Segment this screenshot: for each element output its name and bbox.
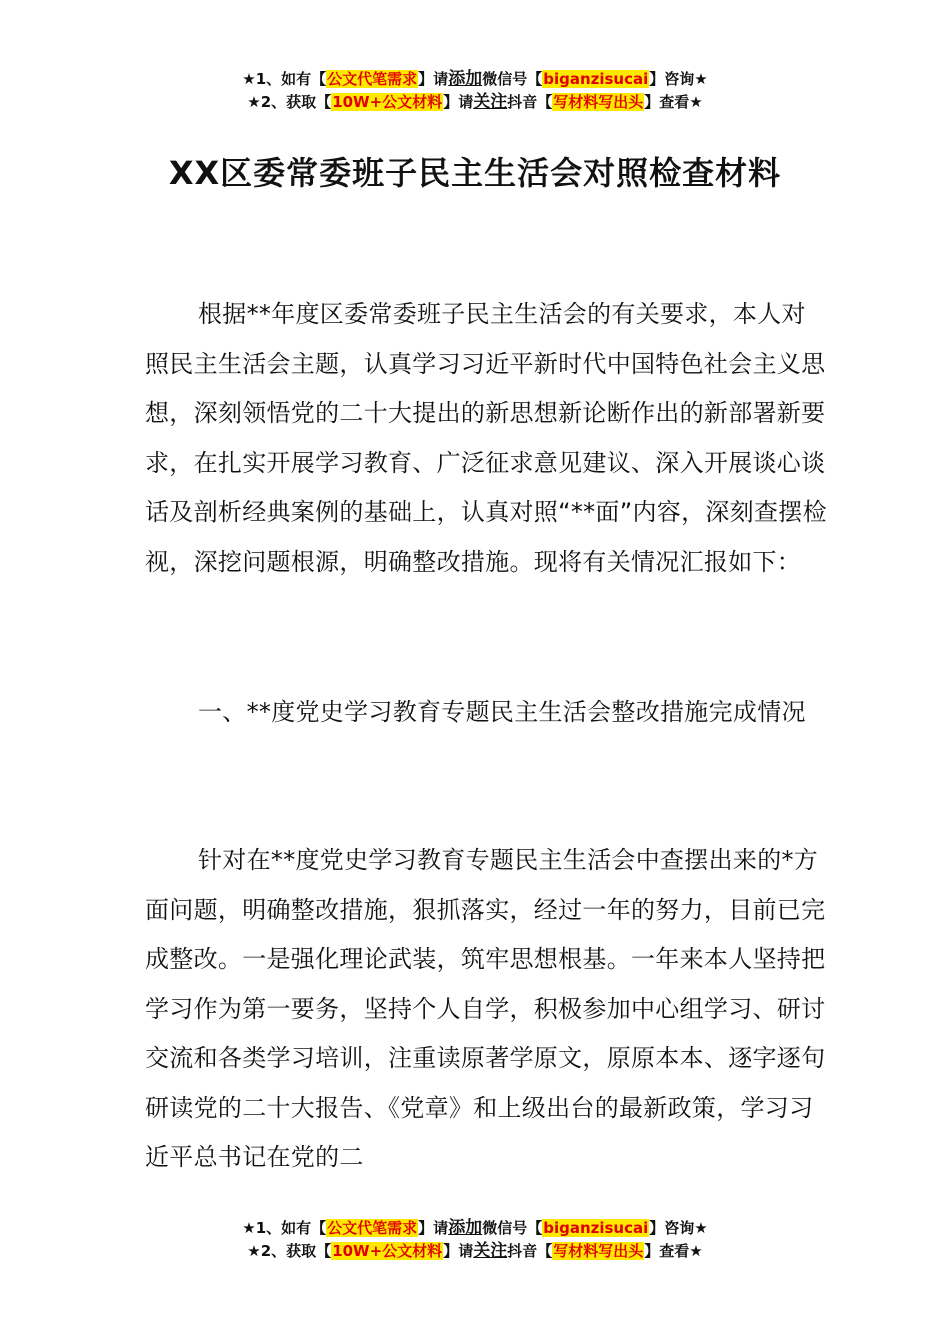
section-heading: 一、**度党史学习教育专题民主生活会整改措施完成情况: [198, 698, 806, 726]
star-icon: ★: [689, 93, 703, 111]
underlined-word: 关注: [473, 92, 508, 112]
star-icon: ★: [694, 1219, 708, 1237]
highlight-materials: 10W+公文材料: [332, 93, 443, 111]
document-title: XX区委常委班子民主生活会对照检查材料: [168, 154, 782, 192]
intro-paragraph: 根据**年度区委常委班子民主生活会的有关要求，本人对照民主生活会主题，认真学习习近平新时代中国特色社会主义思想，深刻领悟党的二十大提出的新思想新论断作出的新部署新要求，在扎实开展学习教育、广泛征求意见建议、深入开展谈心谈话及剖析经典案例的基础上，认真对照“**面”内容，深刻查摆检视，深挖问题根源，明确整改措施。现将有关情况汇报如下：: [145, 300, 827, 576]
banner-line-1: ★1、如有【公文代笔需求】请添加微信号【biganzisucai】咨询★: [242, 1218, 708, 1238]
star-icon: ★: [689, 1242, 703, 1260]
star-icon: ★: [242, 1219, 256, 1237]
star-icon: ★: [694, 70, 708, 88]
underlined-word: 关注: [473, 1241, 508, 1261]
banner-line-2: ★2、获取【10W+公文材料】请关注抖音【写材料写出头】查看★: [247, 1241, 703, 1261]
highlight-service: 公文代笔需求: [327, 1219, 418, 1237]
highlight-service: 公文代笔需求: [327, 70, 418, 88]
body-paragraph: 针对在**度党史学习教育专题民主生活会中查摆出来的*方面问题，明确整改措施，狠抓落实，经过一年的努力，目前已完成整改。一是强化理论武装，筑牢思想根基。一年来本人坚持把学习作为第一要务，坚持个人自学，积极参加中心组学习、研讨交流和各类学习培训，注重读原著学原文，原原本本、逐字逐句研读党的二十大报告、《党章》和上级出台的最新政策，学习习近平总书记在党的二: [145, 846, 826, 1171]
douyin-id: 写材料写出头: [553, 1242, 644, 1260]
underlined-word: 添加: [448, 1218, 483, 1238]
douyin-id: 写材料写出头: [553, 93, 644, 111]
highlight-materials: 10W+公文材料: [332, 1242, 443, 1260]
star-icon: ★: [247, 93, 261, 111]
star-icon: ★: [242, 70, 256, 88]
footer-banner: [0, 1217, 950, 1263]
banner-line-1: ★1、如有【公文代笔需求】请添加微信号【biganzisucai】咨询★: [242, 69, 708, 89]
wechat-id: biganzisucai: [543, 1219, 649, 1237]
star-icon: ★: [247, 1242, 261, 1260]
wechat-id: biganzisucai: [543, 70, 649, 88]
underlined-word: 添加: [448, 69, 483, 89]
header-banner: [0, 68, 950, 114]
banner-line-2: ★2、获取【10W+公文材料】请关注抖音【写材料写出头】查看★: [247, 92, 703, 112]
